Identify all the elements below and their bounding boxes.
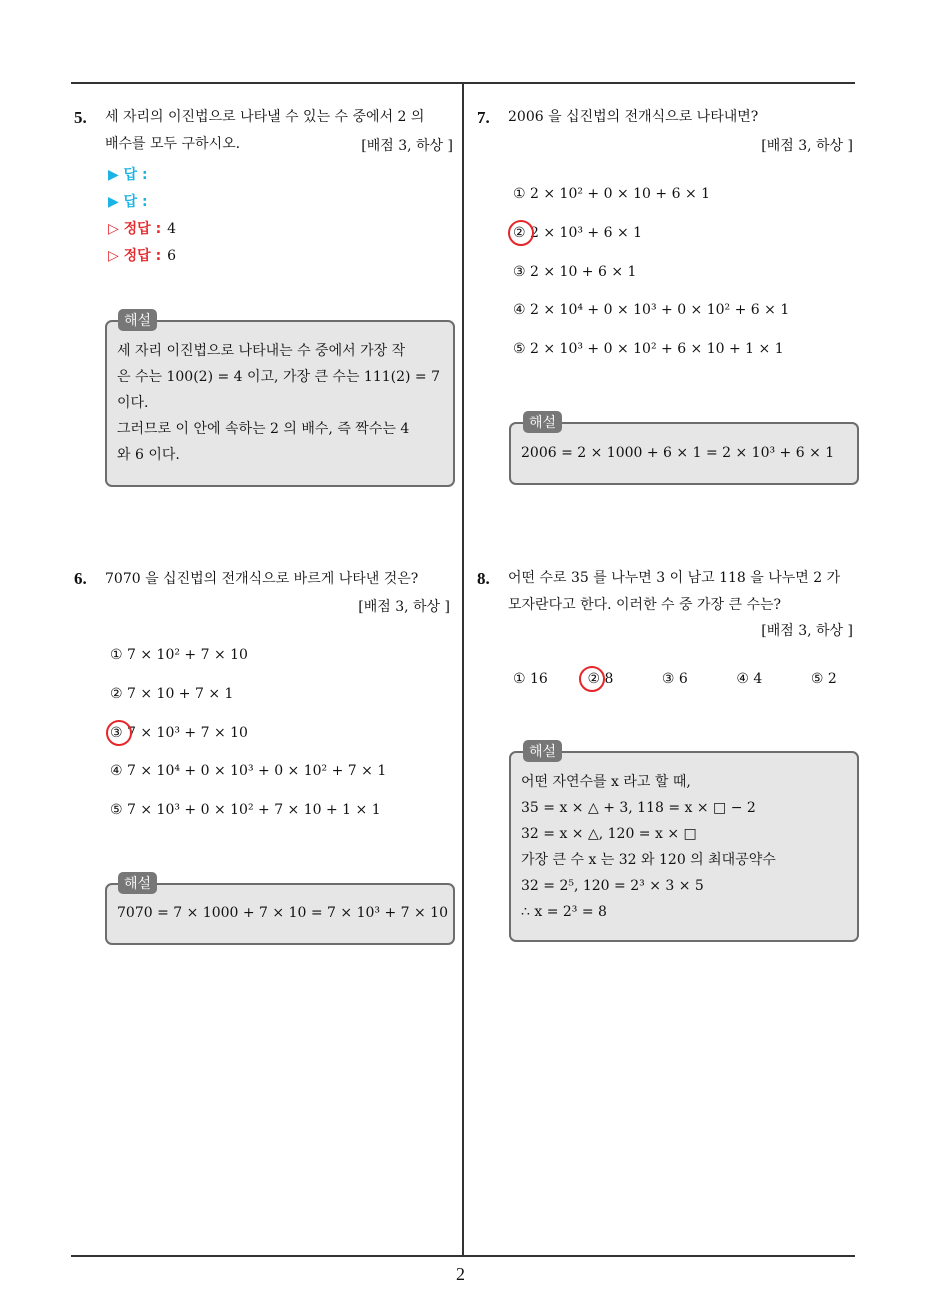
option-2[interactable]: ② 7 × 10 + 7 × 1 [110,686,234,702]
explanation-tag: 해설 [523,740,562,762]
score-meta: [배점 3, 하상 ] [761,138,853,154]
score-meta: [배점 3, 하상 ] [761,623,853,639]
explanation-line: 은 수는 100(2) = 4 이고, 가장 큰 수는 111(2) = 7 [117,369,441,385]
question-number: 5. [74,108,87,127]
bottom-rule [71,1255,855,1257]
selected-answer-circle [579,666,605,692]
score-meta: [배점 3, 하상 ] [358,599,450,615]
question-text-line2: 배수를 모두 구하시오. [105,136,241,152]
question-text-line1: 어떤 수로 35 를 나누면 3 이 남고 118 을 나누면 2 가 [508,570,841,586]
explanation-line: 32 = 2⁵, 120 = 2³ × 3 × 5 [521,878,704,894]
answer-line-4 [108,245,176,265]
explanation-text [521,769,851,925]
explanation-line: 이다. [117,395,149,411]
answer-line-2 [108,191,154,211]
question-number: 8. [477,569,490,588]
explanation-tag: 해설 [118,309,157,331]
correct-answer-value: 4 [167,221,177,237]
question-number: 7. [477,108,490,127]
options-row [513,671,861,687]
explanation-line: ∴ x = 2³ = 8 [521,904,607,920]
option-4[interactable]: ④ 7 × 10⁴ + 0 × 10³ + 0 × 10² + 7 × 1 [110,763,387,779]
answer-label: ▶ 답 : [108,167,148,183]
explanation-line: 그러므로 이 안에 속하는 2 의 배수, 즉 짝수는 4 [117,421,410,437]
explanation-line: 가장 큰 수 x 는 32 와 120 의 최대공약수 [521,852,776,868]
explanation-text: 2006 = 2 × 1000 + 6 × 1 = 2 × 10³ + 6 × 1 [521,445,835,461]
correct-answer-label: ▷ 정답 : [108,248,162,264]
explanation-line: 어떤 자연수를 x 라고 할 때, [521,774,691,790]
explanation-line: 32 = x × △, 120 = x × □ [521,826,697,842]
option-5[interactable]: ⑤ 2 [810,671,837,687]
explanation-line: 35 = x × △ + 3, 118 = x × □ − 2 [521,800,756,816]
option-3[interactable]: ③ 7 × 10³ + 7 × 10 [110,725,248,741]
option-1[interactable]: ① 16 [513,671,548,687]
option-2[interactable]: ② 2 × 10³ + 6 × 1 [513,225,643,241]
explanation-line: 와 6 이다. [117,447,180,463]
option-3[interactable]: ③ 6 [661,671,688,687]
question-text-line1: 2006 을 십진법의 전개식으로 나타내면? [508,109,759,125]
column-divider [462,82,464,1256]
option-5[interactable]: ⑤ 7 × 10³ + 0 × 10² + 7 × 10 + 1 × 1 [110,802,381,818]
score-meta: [배점 3, 하상 ] [361,138,453,154]
explanation-tag: 해설 [118,872,157,894]
explanation-text: 7070 = 7 × 1000 + 7 × 10 = 7 × 10³ + 7 × 10 [117,905,448,921]
question-text-line1: 세 자리의 이진법으로 나타낼 수 있는 수 중에서 2 의 [105,109,425,125]
option-1[interactable]: ① 7 × 10² + 7 × 10 [110,647,248,663]
option-4[interactable]: ④ 2 × 10⁴ + 0 × 10³ + 0 × 10² + 6 × 1 [513,302,790,318]
selected-answer-circle [508,220,534,246]
question-text-line1: 7070 을 십진법의 전개식으로 바르게 나타낸 것은? [105,571,419,587]
question-text-line2: 모자란다고 한다. 이러한 수 중 가장 큰 수는? [508,597,782,613]
question-number: 6. [74,569,87,588]
option-3[interactable]: ③ 2 × 10 + 6 × 1 [513,264,637,280]
answer-label: ▶ 답 : [108,194,148,210]
correct-answer-label: ▷ 정답 : [108,221,162,237]
selected-answer-circle [106,720,132,746]
answer-line-3 [108,218,176,238]
correct-answer-value: 6 [167,248,177,264]
page-number: 2 [456,1264,465,1284]
option-1[interactable]: ① 2 × 10² + 0 × 10 + 6 × 1 [513,186,711,202]
option-4[interactable]: ④ 4 [736,671,763,687]
explanation-tag: 해설 [523,411,562,433]
explanation-text [117,338,447,468]
option-2[interactable]: ② 8 [587,671,614,687]
answer-line-1 [108,164,154,184]
explanation-line: 세 자리 이진법으로 나타내는 수 중에서 가장 작 [117,343,406,359]
option-5[interactable]: ⑤ 2 × 10³ + 0 × 10² + 6 × 10 + 1 × 1 [513,341,784,357]
